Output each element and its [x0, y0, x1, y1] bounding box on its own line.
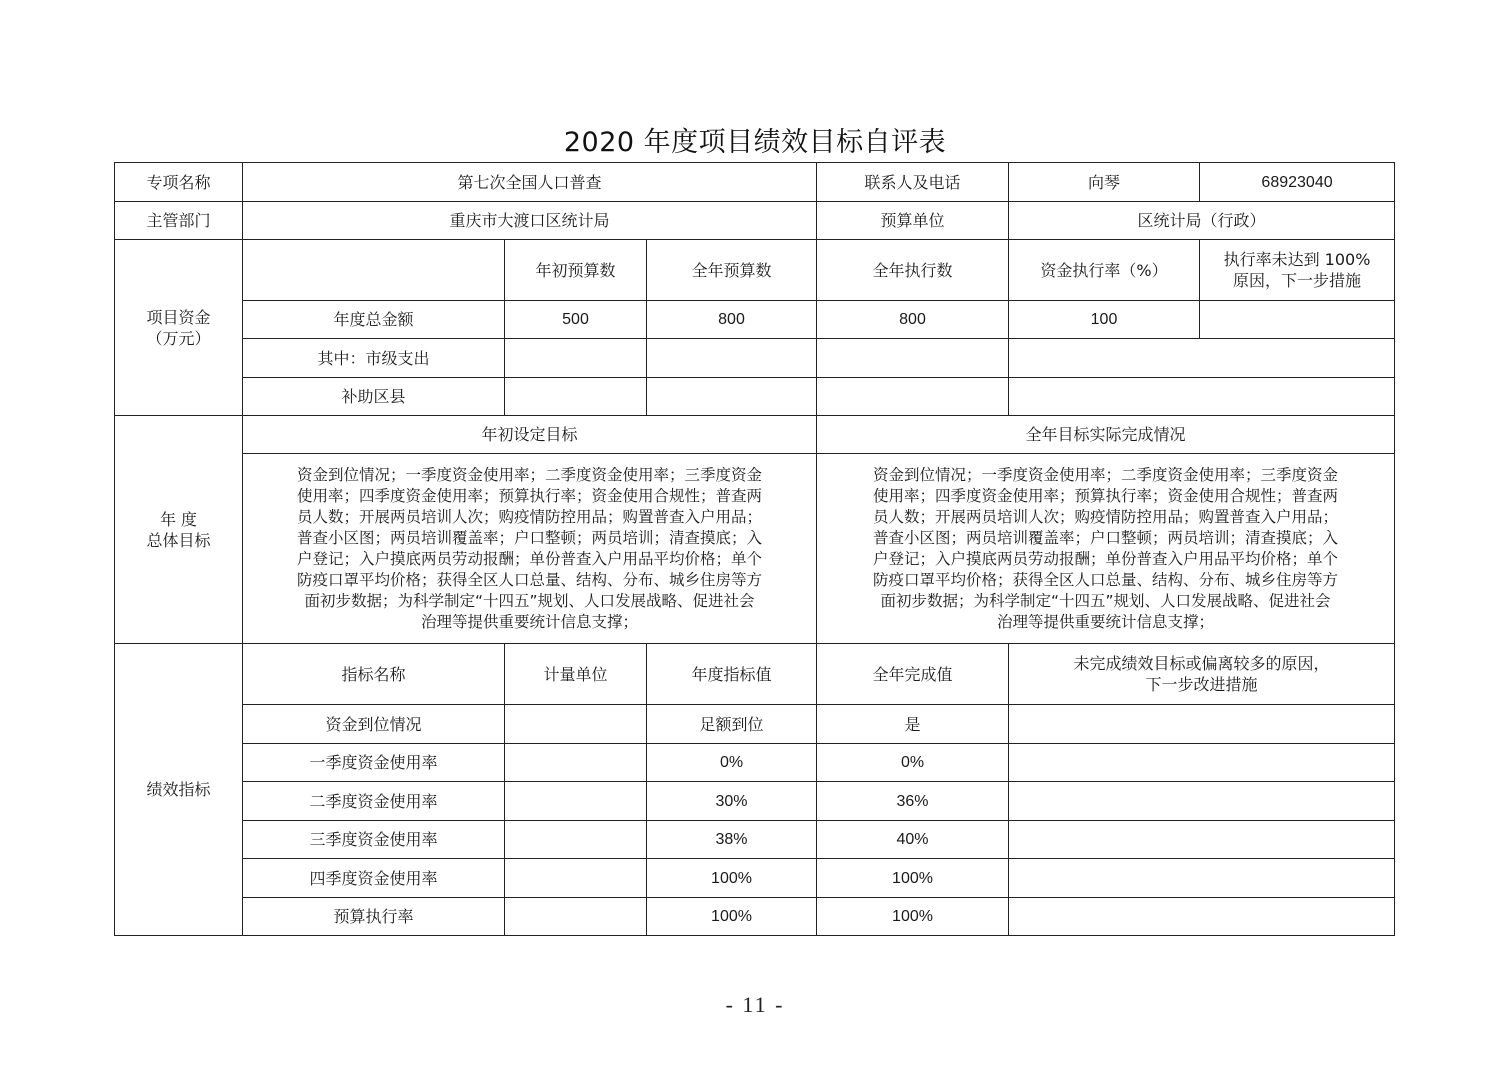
funds-row-annual: 800	[647, 301, 817, 339]
text-line: 防疫口罩平均价格；获得全区人口总量、结构、分布、城乡住房等方	[873, 570, 1339, 589]
indicator-target: 100%	[647, 898, 817, 936]
indicator-unit	[505, 705, 647, 744]
funds-reason-line2: 原因，下一步措施	[1233, 271, 1362, 290]
funds-row-reason	[1200, 301, 1395, 339]
contact-name: 向琴	[1009, 163, 1200, 202]
goals-actual-header: 全年目标实际完成情况	[817, 416, 1395, 454]
indicator-header-target: 年度指标值	[647, 644, 817, 705]
funds-reason-line1: 执行率未达到 100%	[1223, 250, 1371, 269]
indicator-row	[115, 821, 1395, 859]
indicator-reason	[1009, 782, 1395, 821]
funds-row-executed	[817, 378, 1009, 416]
indicator-unit	[505, 859, 647, 898]
indicator-header-unit: 计量单位	[505, 644, 647, 705]
indicator-name: 资金到位情况	[243, 705, 505, 744]
funds-row-annual	[647, 339, 817, 378]
goals-text-row	[115, 454, 1395, 644]
indicator-reason	[1009, 744, 1395, 782]
text-line: 资金到位情况；一季度资金使用率；二季度资金使用率；三季度资金	[297, 465, 763, 484]
funds-row	[115, 301, 1395, 339]
funds-header-blank	[243, 240, 505, 301]
text-line: 面初步数据；为科学制定“十四五”规划、人口发展战略、促进社会	[304, 591, 755, 610]
funds-row-rate	[1009, 378, 1395, 416]
funds-row-executed: 800	[817, 301, 1009, 339]
dept-value: 重庆市大渡口区统计局	[243, 202, 817, 240]
indicator-row	[115, 705, 1395, 744]
indicator-actual: 40%	[817, 821, 1009, 859]
funds-header-executed: 全年执行数	[817, 240, 1009, 301]
info-row-1	[115, 163, 1395, 202]
text-line: 员人数；开展两员培训人次；购疫情防控用品；购置普查入户用品；	[297, 507, 763, 526]
goals-label-line2: 总体目标	[146, 530, 211, 550]
indicator-reason	[1009, 821, 1395, 859]
indicators-header-row	[115, 644, 1395, 705]
funds-row-rate: 100	[1009, 301, 1200, 339]
indicator-unit	[505, 821, 647, 859]
page-title: 2020 年度项目绩效目标自评表	[563, 127, 947, 158]
indicator-target: 0%	[647, 744, 817, 782]
text-line: 普查小区图；两员培训覆盖率；户口整顿；两员培训；清查摸底；入	[297, 528, 763, 547]
indicator-unit	[505, 744, 647, 782]
funds-header-reason	[1200, 240, 1395, 301]
text-line: 使用率；四季度资金使用率；预算执行率；资金使用合规性；普查两	[297, 486, 763, 505]
indicator-unit	[505, 898, 647, 936]
funds-row-annual	[647, 378, 817, 416]
funds-label-line2: （万元）	[146, 328, 211, 348]
funds-header-rate: 资金执行率（%）	[1009, 240, 1200, 301]
text-line: 治理等提供重要统计信息支撑；	[421, 612, 639, 631]
funds-row-label: 年度总金额	[243, 301, 505, 339]
indicator-target: 100%	[647, 859, 817, 898]
funds-label-line1: 项目资金	[146, 307, 211, 327]
text-line: 普查小区图；两员培训覆盖率；户口整顿；两员培训；清查摸底；入	[873, 528, 1339, 547]
indicator-row	[115, 782, 1395, 821]
indicators-section-label: 绩效指标	[115, 644, 243, 936]
indicator-reason	[1009, 898, 1395, 936]
funds-section-label	[115, 240, 243, 416]
contact-phone: 68923040	[1200, 163, 1395, 202]
indicator-header-name: 指标名称	[243, 644, 505, 705]
indicator-actual: 36%	[817, 782, 1009, 821]
funds-header-annual: 全年预算数	[647, 240, 817, 301]
indicator-reason	[1009, 705, 1395, 744]
indicator-target: 足额到位	[647, 705, 817, 744]
budget-unit-value: 区统计局（行政）	[1009, 202, 1395, 240]
funds-header-initial: 年初预算数	[505, 240, 647, 301]
project-name-label: 专项名称	[115, 163, 243, 202]
indicator-row	[115, 744, 1395, 782]
text-line: 面初步数据；为科学制定“十四五”规划、人口发展战略、促进社会	[880, 591, 1331, 610]
page-number: - 11 -	[725, 992, 785, 1017]
indicator-target: 38%	[647, 821, 817, 859]
indicator-actual: 是	[817, 705, 1009, 744]
text-line: 治理等提供重要统计信息支撑；	[997, 612, 1215, 631]
indicator-header-actual: 全年完成值	[817, 644, 1009, 705]
indicator-name: 四季度资金使用率	[243, 859, 505, 898]
funds-row-initial	[505, 339, 647, 378]
indicator-reason	[1009, 859, 1395, 898]
indicator-row	[115, 898, 1395, 936]
goals-actual-text	[817, 454, 1395, 644]
dept-label: 主管部门	[115, 202, 243, 240]
project-name-value: 第七次全国人口普查	[243, 163, 817, 202]
funds-row-initial: 500	[505, 301, 647, 339]
indicator-actual: 100%	[817, 859, 1009, 898]
indicator-reason-line1: 未完成绩效目标或偏离较多的原因，	[1073, 654, 1330, 673]
text-line: 使用率；四季度资金使用率；预算执行率；资金使用合规性；普查两	[873, 486, 1339, 505]
funds-row-executed	[817, 339, 1009, 378]
budget-unit-label: 预算单位	[817, 202, 1009, 240]
indicator-name: 二季度资金使用率	[243, 782, 505, 821]
indicator-unit	[505, 782, 647, 821]
funds-row	[115, 378, 1395, 416]
text-line: 资金到位情况；一季度资金使用率；二季度资金使用率；三季度资金	[873, 465, 1339, 484]
contact-label: 联系人及电话	[817, 163, 1009, 202]
goals-label-line1: 年 度	[159, 509, 198, 529]
goals-initial-header: 年初设定目标	[243, 416, 817, 454]
funds-row-label: 其中：市级支出	[243, 339, 505, 378]
indicator-actual: 0%	[817, 744, 1009, 782]
indicator-reason-line2: 下一步改进措施	[1145, 675, 1258, 694]
text-line: 户登记；入户摸底两员劳动报酬；单份普查入户用品平均价格；单个	[873, 549, 1339, 568]
goals-section-label	[115, 416, 243, 644]
indicator-header-reason	[1009, 644, 1395, 705]
info-row-2	[115, 202, 1395, 240]
funds-row-initial	[505, 378, 647, 416]
funds-row	[115, 339, 1395, 378]
goals-initial-text	[243, 454, 817, 644]
text-line: 户登记；入户摸底两员劳动报酬；单份普查入户用品平均价格；单个	[297, 549, 763, 568]
funds-row-rate	[1009, 339, 1395, 378]
indicator-row	[115, 859, 1395, 898]
text-line: 防疫口罩平均价格；获得全区人口总量、结构、分布、城乡住房等方	[297, 570, 763, 589]
indicator-target: 30%	[647, 782, 817, 821]
text-line: 员人数；开展两员培训人次；购疫情防控用品；购置普查入户用品；	[873, 507, 1339, 526]
indicator-name: 三季度资金使用率	[243, 821, 505, 859]
funds-header-row	[115, 240, 1395, 301]
funds-row-label: 补助区县	[243, 378, 505, 416]
performance-table	[114, 162, 1395, 936]
indicator-name: 预算执行率	[243, 898, 505, 936]
indicator-actual: 100%	[817, 898, 1009, 936]
indicator-name: 一季度资金使用率	[243, 744, 505, 782]
goals-header-row	[115, 416, 1395, 454]
